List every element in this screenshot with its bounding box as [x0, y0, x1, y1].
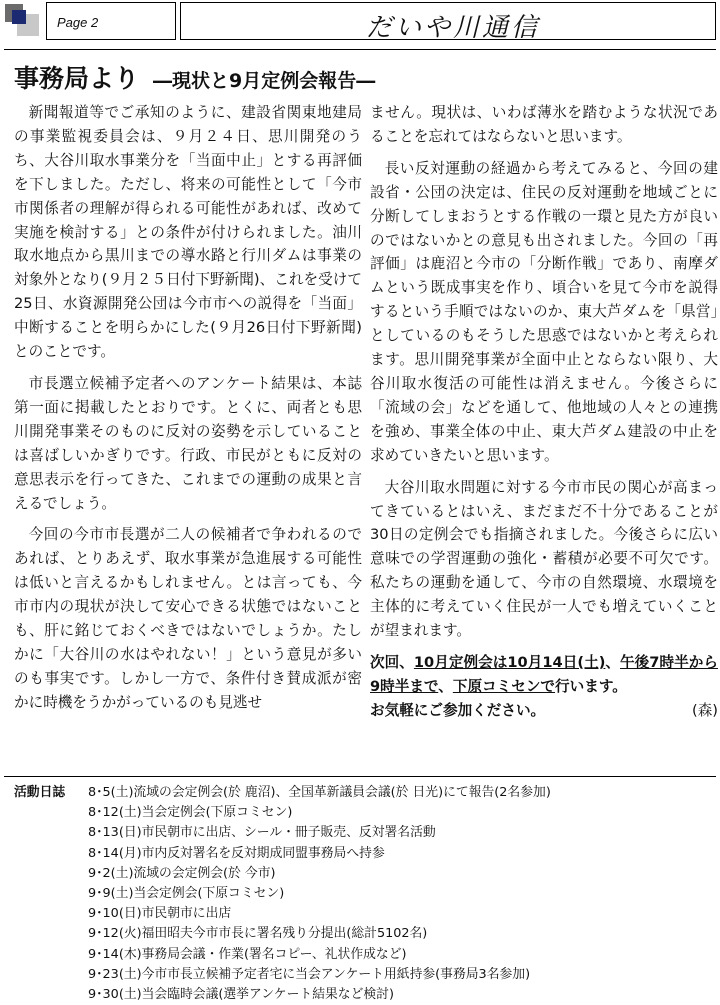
- page-number-box: [46, 2, 176, 40]
- header-divider: [4, 49, 716, 50]
- article-paragraph: 市長選立候補予定者へのアンケート結果は、本誌第一面に掲載したとおりです。とくに、両者とも思川開発事業そのものに反対の姿勢を示していることは喜ばしいかぎりです。行政、市民がともに反対の意思表示を行ってきた、これまでの運動の成果と言えるでしょう。: [14, 374, 362, 512]
- notice-text: 次回、: [370, 653, 414, 671]
- notice-text: 、: [438, 677, 453, 695]
- diary-entry: 9･10(日)市民朝市に出店: [88, 906, 232, 922]
- article-title: 事務局より: [14, 64, 140, 93]
- diary-entry: 9･23(土)今市市長立候補予定者宅に当会アンケート用紙持参(事務局3名参加): [88, 966, 531, 982]
- article-column-left: [14, 101, 362, 723]
- diary-entry: 9･9(土)当会定例会(下原コミセン): [88, 886, 285, 902]
- article-paragraph: 大谷川取水問題に対する今市市民の関心が高まってきているとはいえ、まだまだ不十分であることが30日の定例会でも指摘されました。今後さらに広い意味での学習運動の強化・蓄積が必要不可欠です。私たちの運動を通して、今市の自然環境、水環境を主体的に考えていく住民が一人でも増えていくことが望まれます。: [370, 478, 718, 640]
- diary-entry: 9･12(火)福田昭夫今市市長に署名残り分提出(総計5102名): [88, 926, 428, 942]
- article-paragraph: 長い反対運動の経過から考えてみると、今回の建設省・公団の決定は、住民の反対運動を地域ごとに分断してしまおうとする作戦の一環と見た方が良いのではないかとの意見も出されました。今回の「再評価」は鹿沼と今市の「分断作戦」であり、南摩ダムという既成事実を作り、頃合いを見て今市を説得するという手順ではないのか、東大芦ダムを「県営」としているのもそうした思惑ではないかと考えられます。思川開発事業が全面中止とならない限り、大谷川取水復活の可能性は消えません。今後さらに「流域の会」などを通して、他地域の人々との連携を強め、事業全体の中止、東大芦ダム建設の中止を求めていきたいと思います。: [370, 159, 718, 464]
- diary-entry: 9･2(土)流域の会定例会(於 今市): [88, 865, 276, 881]
- author-signature: (森): [692, 701, 718, 719]
- diary-label: 活動日誌: [14, 785, 66, 800]
- logo-square-dark: [12, 10, 26, 24]
- diary-divider: [4, 776, 716, 777]
- diary-entry: 9･30(土)当会臨時会議(選挙アンケート結果など検討): [88, 987, 394, 1003]
- notice-date: 10月14日(土): [507, 653, 606, 671]
- notice-text: 、: [605, 653, 621, 671]
- article-column-right: [370, 101, 718, 731]
- article-paragraph: 今回の今市市長選が二人の候補者で争われるのであれば、とりあえず、取水事業が急進展する可能性は低いと言えるかもしれません。とは言っても、今市市内の現状が決して安心できる状態ではないことも、肝に銘じておくべきではないでしょうか。たしかに「大谷川の水はやれない！」という意見が多いのも事実です。しかし一方で、条件付き賛成派が密かに時機をうかがっているのも見逃せ: [14, 526, 362, 711]
- article-paragraph: 新聞報道等でご承知のように、建設省関東地建局の事業監視委員会は、９月２４日、思川開発のうち、大谷川取水事業分を「当面中止」とする再評価を下しました。ただし、将来の可能性として「今市市関係者の理解が得られる可能性があれば、改めて実施を検討する」との条件が付けられました。油川取水地点から黒川までの導水路と行川ダムは事業の対象外となり(９月２５日付下野新聞)、これを受けて25日、水資源開発公団は今市市への説得を「当面」中断することを明らかにした(９月26日付下野新聞)とのことです。: [14, 104, 362, 361]
- next-meeting-notice: [370, 651, 718, 723]
- notice-text: 10月定例会は: [413, 653, 508, 671]
- newsletter-title: だいや川通信: [365, 13, 540, 43]
- page-header: [0, 0, 720, 44]
- notice-place: 下原コミセンで: [452, 677, 556, 695]
- notice-text: 行います。: [555, 677, 627, 695]
- page-number: Page 2: [57, 15, 99, 30]
- article-paragraph: ません。現状は、いわば薄氷を踏むような状況であることを忘れてはならないと思います。: [370, 104, 718, 145]
- notice-time: 午後7時半から9時半まで: [370, 653, 718, 695]
- diary-entry: 9･14(木)事務局会議・作業(署名コピー、礼状作成など): [88, 946, 407, 962]
- article-headline: [14, 59, 375, 95]
- diary-entry: 8･5(土)流域の会定例会(於 鹿沼)、全国革新議員会議(於 日光)にて報告(2名参加): [88, 785, 551, 800]
- notice-text: お気軽にご参加ください。: [370, 701, 546, 719]
- article-subtitle: ―現状と9月定例会報告―: [153, 70, 376, 92]
- diary-entry: 8･12(土)当会定例会(下原コミセン): [88, 805, 293, 821]
- diary-entry: 8･13(日)市民朝市に出店、シール・冊子販売、反対署名活動: [88, 825, 436, 841]
- diary-list: [88, 783, 551, 1005]
- newsletter-title-box: [180, 2, 716, 43]
- diary-entry: 8･14(月)市内反対署名を反対期成同盟事務局へ持参: [88, 845, 385, 861]
